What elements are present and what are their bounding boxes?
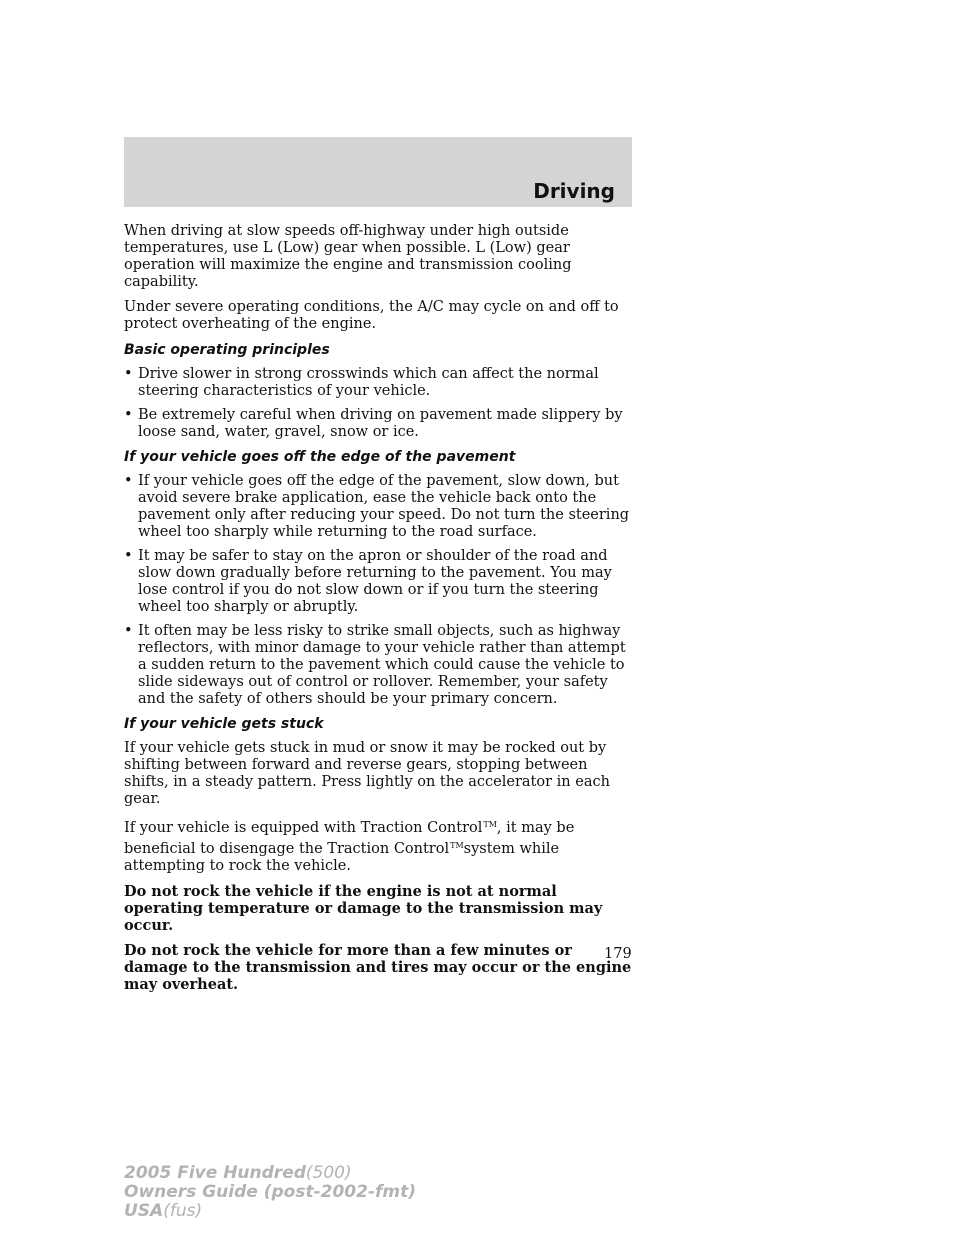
footer-guide: Owners Guide (post-2002-fmt) xyxy=(124,1182,417,1202)
subheading-off-edge: If your vehicle goes off the edge of the pavement xyxy=(124,449,516,465)
bullet-list-basic xyxy=(124,366,634,441)
bullet-item: • It often may be less risky to strike small objects, such as highway reflectors, with minor damage to your vehicle rather than attempt a sudden return to the pavement which could cause the vehicle to slide sideways out of control or rollover. Remember, your safety and the safety of others should be your primary concern. xyxy=(124,623,634,708)
footer-line xyxy=(124,1164,416,1183)
footer-market: USA xyxy=(124,1201,164,1221)
paragraph-traction-control xyxy=(124,816,634,875)
footer-model-code: (500) xyxy=(305,1163,352,1183)
trademark-mark: TM xyxy=(450,841,464,850)
bullet-item: • If your vehicle goes off the edge of the pavement, slow down, but avoid severe brake application, ease the vehicle back onto the pavement only after reducing your speed. Do not turn the steering wheel too sharply while returning to the road surface. xyxy=(124,473,634,541)
section-title: Driving xyxy=(533,179,615,203)
bullet-item: • Drive slower in strong crosswinds which can affect the normal steering characteristics of your vehicle. xyxy=(124,366,634,400)
bullet-item: • Be extremely careful when driving on pavement made slippery by loose sand, water, gravel, snow or ice. xyxy=(124,407,634,441)
page-content xyxy=(124,223,634,1001)
warning-paragraph: Do not rock the vehicle if the engine is not at normal operating temperature or damage to the transmission may occur. xyxy=(124,883,603,934)
footer-line xyxy=(124,1183,416,1202)
subheading-basic-principles: Basic operating principles xyxy=(124,342,330,358)
subheading-stuck: If your vehicle gets stuck xyxy=(124,716,324,732)
footer-line xyxy=(124,1202,416,1221)
bullet-list-off-edge xyxy=(124,473,634,708)
footer-market-code: (fus) xyxy=(163,1201,203,1221)
section-header-band xyxy=(124,137,632,207)
trademark-mark: TM xyxy=(483,820,497,829)
text-run: , it may be beneficial to disengage the Traction Control xyxy=(124,820,575,857)
footer-model: 2005 Five Hundred xyxy=(124,1163,306,1183)
document-footer xyxy=(124,1164,416,1221)
paragraph: When driving at slow speeds off-highway under high outside temperatures, use L (Low) gear when possible. L (Low) gear operation will maximize the engine and transmission cooling capability. xyxy=(124,223,572,290)
paragraph: If your vehicle gets stuck in mud or snow it may be rocked out by shifting between forward and reverse gears, stopping between shifts, in a steady pattern. Press lightly on the accelerator in each gear. xyxy=(124,740,610,807)
text-run: If your vehicle is equipped with Traction Control xyxy=(124,820,483,836)
text-run: system while attempting to rock the vehicle. xyxy=(124,841,560,874)
warning-paragraph: Do not rock the vehicle for more than a few minutes or damage to the transmission and tires may occur or the engine may overheat. xyxy=(124,942,632,993)
page-number: 179 xyxy=(604,946,632,962)
paragraph: Under severe operating conditions, the A/C may cycle on and off to protect overheating of the engine. xyxy=(124,299,619,332)
bullet-item: • It may be safer to stay on the apron or shoulder of the road and slow down gradually before returning to the pavement. You may lose control if you do not slow down or if you turn the steering wheel too sharply or abruptly. xyxy=(124,548,634,616)
